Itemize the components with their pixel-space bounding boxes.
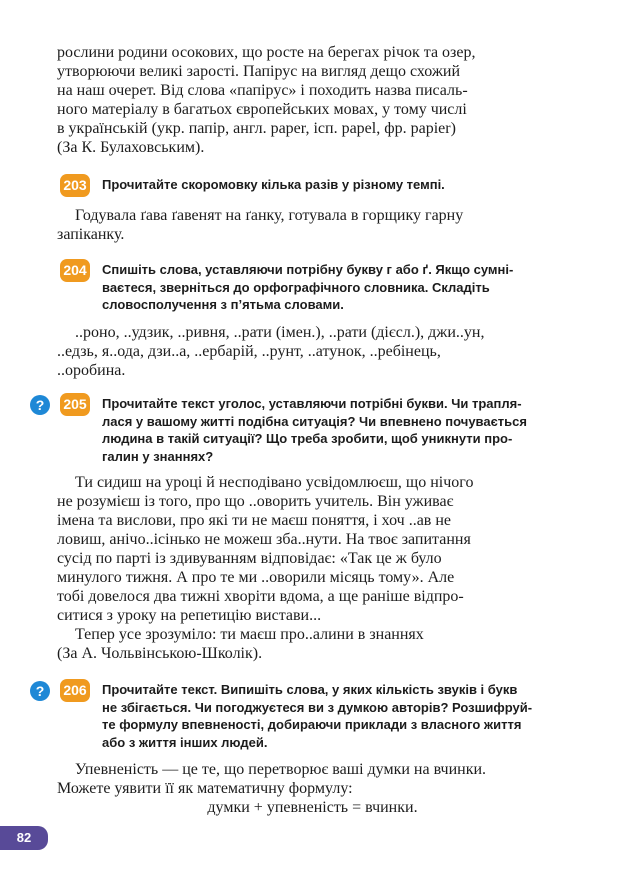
question-icon: ? [30, 395, 50, 415]
task-number-badge: 206 [60, 679, 90, 702]
question-icon: ? [30, 681, 50, 701]
instruction-line: Прочитайте текст уголос, уставляючи потрібні букви. Чи трапля- [102, 396, 522, 411]
text-line: запіканку. [57, 226, 125, 243]
formula-line: думки + упевненість = вчинки. [207, 799, 418, 816]
instruction-line: Прочитайте скоромовку кілька разів у різному темпі. [102, 177, 445, 192]
task-instruction [102, 261, 568, 314]
instruction-line: словосполучення з п’ятьма словами. [102, 297, 344, 312]
text-line: (За А. Чольвінською-Школік). [57, 645, 263, 662]
text-line: в українській (укр. папір, англ. paper, ісп. papel, фр. papier) [57, 120, 456, 137]
text-line: ..оробина. [57, 362, 126, 379]
text-line: ловиш, анічо..ісінько не можеш зба..нути. На твоє запитання [57, 531, 471, 548]
instruction-line: людина в такій ситуації? Що треба зробити, щоб уникнути про- [102, 431, 513, 446]
task-instruction [102, 681, 568, 751]
instruction-line: лася у вашому житті подібна ситуація? Чи впевнено почувається [102, 413, 527, 429]
text-line: минулого тижня. А про те ми ..оворили місяць тому». Але [57, 569, 455, 586]
task-204-body [57, 323, 568, 380]
task-number-badge: 205 [60, 393, 90, 416]
task-205-body [57, 473, 568, 663]
text-line: Упевненість — це те, що перетворює ваші думки на вчинки. [75, 761, 487, 778]
text-line: не розумієш із того, про що ..оворить учитель. Він уживає [57, 493, 454, 510]
text-line: рослини родини осокових, що росте на берегах річок та озер, [57, 44, 476, 61]
text-line: тобі довелося два тижні хворіти вдома, а ще раніше відпро- [57, 588, 464, 605]
instruction-line: не збігається. Чи погоджуєтеся ви з думкою авторів? Розшифруй- [102, 699, 533, 715]
text-line: Ти сидиш на уроці й несподівано усвідомлюєш, що нічого [75, 474, 474, 491]
page-number: 82 [0, 826, 48, 850]
text-line: ситися з уроку на репетицію вистави... [57, 607, 322, 624]
text-line: утворюючи великі зарості. Папірус на вигляд дещо схожий [57, 63, 461, 80]
task-number-badge: 203 [60, 174, 90, 197]
task-203-body [57, 206, 568, 244]
instruction-line: те формулу впевненості, добираючи приклади з власного життя [102, 717, 522, 732]
text-line: сусід по парті із здивуванням відповідає: «Так це ж було [57, 550, 442, 567]
text-line: ..едзь, я..ода, дзи..а, ..ербарій, ..рунт, ..атунок, ..ребінець, [57, 343, 441, 360]
task-instruction [102, 176, 568, 194]
intro-paragraph [57, 43, 568, 157]
text-line: Тепер усе зрозуміло: ти маєш про..алини в знаннях [75, 626, 424, 643]
task-number-badge: 204 [60, 259, 90, 282]
text-line: імена та вислови, про які ти не маєш поняття, і хоч ..ав не [57, 512, 452, 529]
text-line: (За К. Булаховським). [57, 139, 205, 156]
text-line: ..роно, ..удзик, ..ривня, ..рати (імен.), ..рати (дієсл.), джи..ун, [75, 324, 485, 341]
instruction-line: ваєтеся, зверніться до орфографічного словника. Складіть [102, 279, 490, 295]
text-line: Годувала ґава ґавенят на ґанку, готувала в горщику гарну [75, 207, 464, 224]
instruction-line: Спишіть слова, уставляючи потрібну букву г або ґ. Якщо сумні- [102, 262, 514, 277]
text-line: Можете уявити її як математичну формулу: [57, 780, 353, 797]
instruction-line: Прочитайте текст. Випишіть слова, у яких кількість звуків і букв [102, 682, 518, 697]
task-instruction [102, 395, 568, 465]
text-line: ного матеріалу в багатьох європейських мовах, у тому числі [57, 101, 467, 118]
task-206-body [57, 760, 568, 817]
instruction-line: галин у знаннях? [102, 448, 214, 464]
text-line: на наш очерет. Від слова «папірус» і походить назва писаль- [57, 82, 468, 99]
instruction-line: або з життя інших людей. [102, 734, 268, 750]
